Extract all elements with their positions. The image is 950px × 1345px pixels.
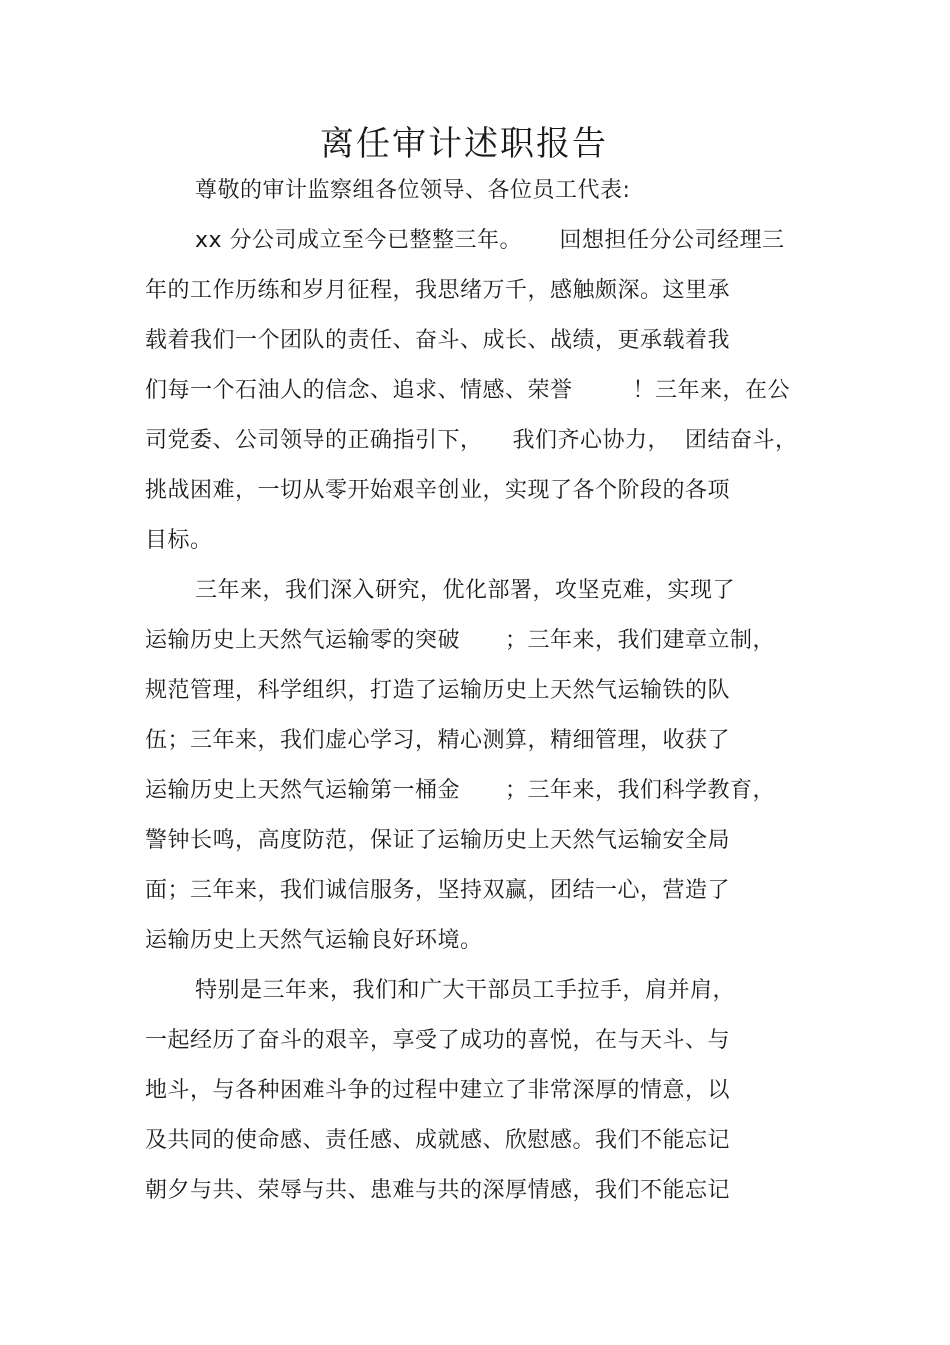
paragraph-line: 一起经历了奋斗的艰辛，享受了成功的喜悦，在与天斗、与 bbox=[145, 1028, 731, 1053]
paragraph-line: 年的工作历练和岁月征程，我思绪万千，感触颇深。这里承 bbox=[145, 278, 731, 303]
paragraph-line: 运输历史上天然气运输第一桶金 ；三年来，我们科学教育， bbox=[145, 778, 775, 803]
paragraph-line: 司党委、公司领导的正确指引下， 我们齐心协力， 团结奋斗， bbox=[145, 428, 798, 453]
paragraph-line: 尊敬的审计监察组各位领导、各位员工代表: bbox=[195, 178, 631, 203]
paragraph-line: 目标。 bbox=[145, 528, 213, 553]
paragraph-line: 规范管理，科学组织，打造了运输历史上天然气运输铁的队 bbox=[145, 678, 731, 703]
paragraph-line: 伍；三年来，我们虚心学习，精心测算，精细管理，收获了 bbox=[145, 728, 731, 753]
paragraph-line: xx 分公司成立至今已整整三年。 回想担任分公司经理三 bbox=[195, 228, 785, 253]
paragraph-line: 及共同的使命感、责任感、成就感、欣慰感。我们不能忘记 bbox=[145, 1128, 731, 1153]
document-title: 离任审计述职报告 bbox=[320, 124, 608, 164]
paragraph-line: 地斗，与各种困难斗争的过程中建立了非常深厚的情意，以 bbox=[145, 1078, 731, 1103]
paragraph-line: 警钟长鸣，高度防范，保证了运输历史上天然气运输安全局 bbox=[145, 828, 731, 853]
paragraph-line: 载着我们一个团队的责任、奋斗、成长、战绩，更承载着我 bbox=[145, 328, 731, 353]
paragraph-line: 三年来，我们深入研究，优化部署，攻坚克难，实现了 bbox=[195, 578, 736, 603]
paragraph-line: 运输历史上天然气运输零的突破 ；三年来，我们建章立制， bbox=[145, 628, 775, 653]
paragraph-line: 朝夕与共、荣辱与共、患难与共的深厚情感，我们不能忘记 bbox=[145, 1178, 731, 1203]
paragraph-line: 面；三年来，我们诚信服务，坚持双赢，团结一心，营造了 bbox=[145, 878, 731, 903]
paragraph-line: 们每一个石油人的信念、追求、情感、荣誉 ！三年来，在公 bbox=[145, 378, 790, 403]
paragraph-line: 挑战困难，一切从零开始艰辛创业，实现了各个阶段的各项 bbox=[145, 478, 731, 503]
paragraph-line: 特别是三年来，我们和广大干部员工手拉手，肩并肩， bbox=[195, 978, 736, 1003]
paragraph-line: 运输历史上天然气运输良好环境。 bbox=[145, 928, 483, 953]
